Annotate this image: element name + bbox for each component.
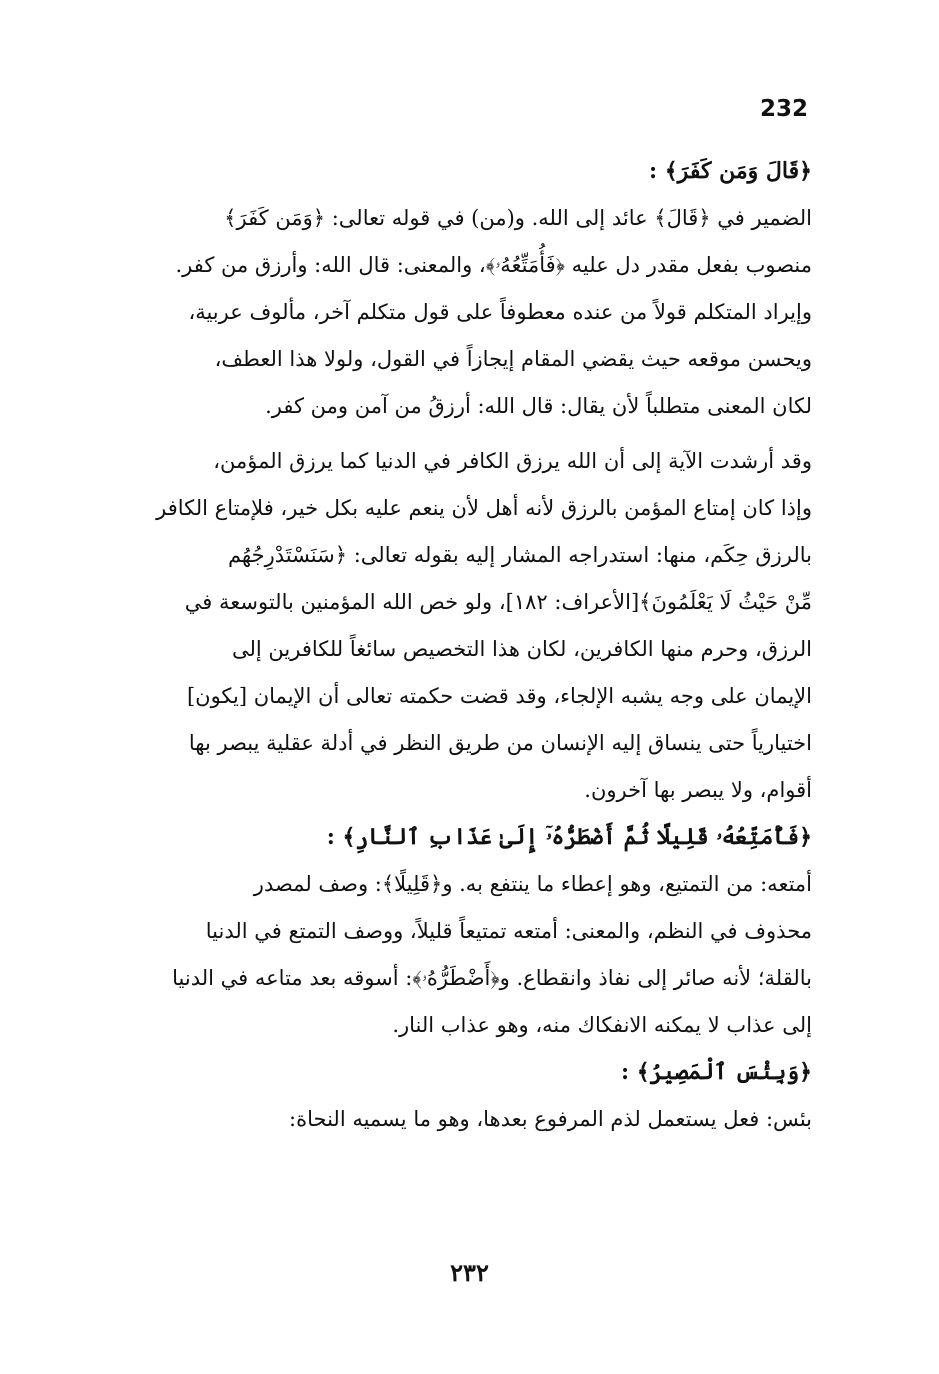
body-line: وإيراد المتكلم قولاً من عنده معطوفاً على قول متكلم آخر، مألوف عربية، [188, 300, 812, 324]
page-number-top: 232 [760, 96, 809, 122]
page-body [100, 148, 812, 1143]
page-number-bottom: ٢٣٢ [450, 1258, 489, 1287]
body-line: منصوب بفعل مقدر دل عليه ﴿فَأُمَتِّعُهُۥ﴾، والمعنى: قال الله: وأرزق من كفر. [175, 253, 812, 277]
body-line: بالرزق حِكَم، منها: استدراجه المشار إليه بقوله تعالى: ﴿سَنَسْتَدْرِجُهُم [227, 543, 812, 567]
body-line: الرزق، وحرم منها الكافرين، لكان هذا التخصيص سائغاً للكافرين إلى [231, 637, 812, 661]
verse-heading: ﴿فَأُمَتِّعُهُۥ قَلِيلًا ثُمَّ أَضْطَرُّهُۥٓ إِلَىٰ عَذَابِ ٱلنَّارِ﴾ : [326, 824, 812, 850]
body-line: لكان المعنى متطلباً لأن يقال: قال الله: أرزقُ من آمن ومن كفر. [265, 394, 812, 418]
body-line: اختيارياً حتى ينساق إليه الإنسان من طريق النظر في أدلة عقلية يبصر بها [188, 731, 812, 755]
body-line: بالقلة؛ لأنه صائر إلى نفاذ وانقطاع. و﴿أَضْطَرُّهُۥ﴾: أسوقه بعد متاعه في الدنيا [172, 966, 812, 990]
body-line: بئس: فعل يستعمل لذم المرفوع بعدها، وهو ما يسميه النحاة: [289, 1107, 812, 1131]
body-line: وقد أرشدت الآية إلى أن الله يرزق الكافر في الدنيا كما يرزق المؤمن، [213, 449, 812, 473]
body-line: أمتعه: من التمتيع، وهو إعطاء ما ينتفع به. و﴿قَلِيلًا﴾: وصف لمصدر [253, 872, 812, 896]
body-line: ويحسن موقعه حيث يقضي المقام إيجازاً في القول، ولولا هذا العطف، [214, 347, 812, 371]
body-line: الإيمان على وجه يشبه الإلجاء، وقد قضت حكمته تعالى أن الإيمان [يكون] [186, 684, 812, 708]
body-line: محذوف في النظم، والمعنى: أمتعه تمتيعاً قليلاً، ووصف التمتع في الدنيا [205, 919, 812, 943]
verse-heading: ﴿وَبِئْسَ ٱلْمَصِيرُ﴾ : [620, 1059, 812, 1085]
body-line: وإذا كان إمتاع المؤمن بالرزق لأنه أهل لأن ينعم عليه بكل خير، فلإمتاع الكافر [156, 496, 812, 520]
body-line: أقوام، ولا يبصر بها آخرون. [584, 778, 812, 802]
verse-heading: ﴿قَالَ وَمَن كَفَرَ﴾ : [649, 158, 812, 184]
body-line: مِّنْ حَيْثُ لَا يَعْلَمُونَ﴾[الأعراف: ١٨٢]، ولو خص الله المؤمنين بالتوسعة في [184, 590, 812, 614]
body-line: إلى عذاب لا يمكنه الانفكاك منه، وهو عذاب النار. [392, 1013, 812, 1037]
body-line: الضمير في ﴿قَالَ﴾ عائد إلى الله. و(من) في قوله تعالى: ﴿وَمَن كَفَرَ﴾ [224, 206, 812, 230]
